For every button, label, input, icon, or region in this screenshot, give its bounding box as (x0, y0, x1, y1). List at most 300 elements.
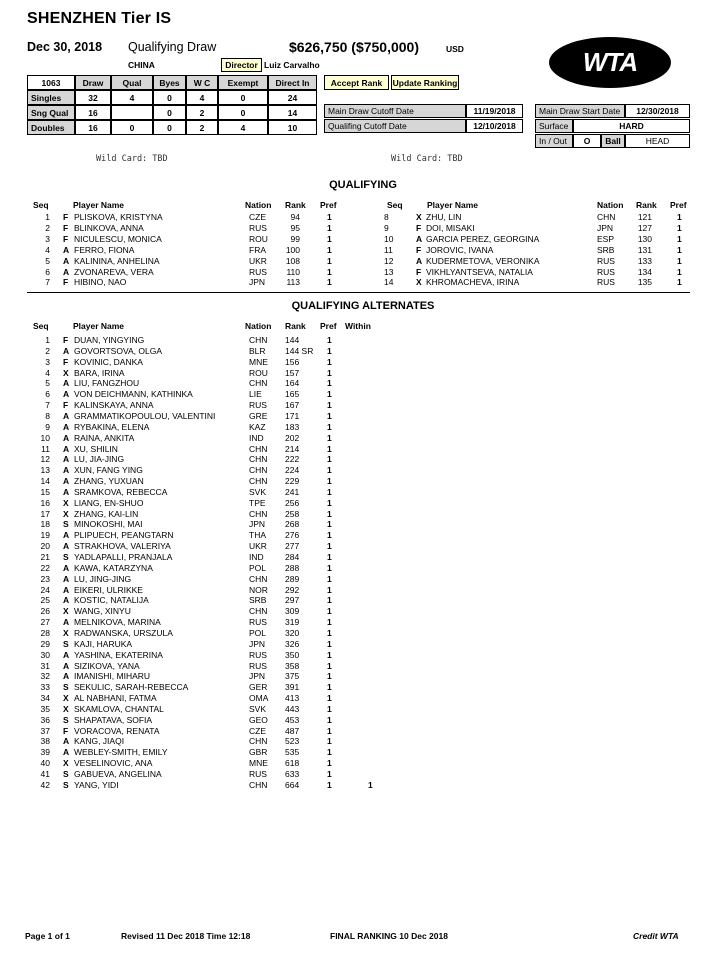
qual-pref: 1 (327, 277, 332, 288)
alt-rank: 156 (285, 356, 300, 367)
qual-nation: JPN (249, 277, 266, 288)
alt-player-name: DUAN, YINGYING (74, 335, 145, 345)
alt-player-name: KOSTIC, NATALIJA (74, 595, 149, 606)
alt-player-name: SEKULIC, SARAH-REBECCA (74, 682, 189, 693)
alt-flag: A (63, 421, 70, 432)
alt-rank: 297 (285, 595, 300, 606)
alt-pref: 1 (327, 584, 332, 595)
qual-flag: F (416, 266, 422, 277)
alt-flag: A (63, 432, 70, 443)
alt-pref: 1 (327, 627, 332, 638)
alt-flag: A (63, 410, 70, 421)
qual-header-player: Player Name (73, 200, 125, 210)
alt-seq: 17 (40, 508, 50, 519)
surface-label: Surface (535, 119, 573, 133)
qual-nation: ESP (597, 233, 615, 244)
alt-player-name: GABUEVA, ANGELINA (74, 769, 162, 779)
director-name: Luiz Carvalho (264, 60, 320, 70)
alt-pref: 1 (327, 486, 332, 497)
qual-pref: 1 (677, 255, 682, 266)
draw-table-col-header: W C (186, 75, 218, 90)
alt-pref: 1 (327, 660, 332, 671)
alt-player-name: VORACOVA, RENATA (74, 725, 160, 736)
alt-flag: S (63, 638, 69, 649)
alt-pref: 1 (327, 714, 332, 725)
alt-nation: CHN (249, 573, 268, 584)
alt-seq: 1 (45, 335, 50, 345)
alt-nation: CHN (249, 443, 268, 454)
accept-rank-button[interactable]: Accept Rank (324, 75, 389, 90)
draw-table-cell: 24 (268, 90, 317, 105)
alt-flag: A (63, 389, 70, 400)
alt-player-name: KANG, JIAQI (74, 736, 125, 747)
alt-player-name: KALINSKAYA, ANNA (74, 400, 154, 411)
alt-pref: 1 (327, 769, 332, 779)
alt-flag: F (63, 356, 69, 367)
alt-pref: 1 (327, 465, 332, 476)
alt-header-rank: Rank (285, 321, 306, 331)
qual-rank: 110 (286, 266, 300, 277)
qual-nation: RUS (597, 266, 615, 277)
alt-pref: 1 (327, 758, 332, 769)
alt-pref: 1 (327, 421, 332, 432)
alt-seq: 13 (40, 465, 50, 476)
alt-rank: 167 (285, 400, 300, 411)
draw-type: Qualifying Draw (128, 40, 217, 54)
alt-rank: 276 (285, 530, 300, 541)
alt-nation: CHN (249, 476, 268, 487)
alt-flag: A (63, 649, 70, 660)
qual-pref: 1 (327, 255, 332, 266)
alt-flag: A (63, 617, 70, 628)
draw-table-cell (111, 105, 153, 120)
alt-rank: 284 (285, 552, 300, 562)
alt-rank: 157 (285, 367, 300, 378)
qual-flag: A (63, 255, 70, 266)
draw-table-col-header: Direct In (268, 75, 317, 90)
qual-nation: UKR (249, 255, 267, 266)
alt-nation: NOR (249, 584, 268, 595)
inout-label: In / Out (535, 134, 573, 148)
alt-nation: SVK (249, 703, 267, 714)
alt-seq: 36 (40, 714, 50, 725)
draw-table-cell: 0 (218, 105, 268, 120)
alt-flag: A (63, 465, 70, 476)
alt-player-name: VON DEICHMANN, KATHINKA (74, 389, 193, 400)
alt-rank: 309 (285, 606, 300, 617)
alt-nation: JPN (249, 519, 266, 530)
alt-seq: 26 (40, 606, 50, 617)
alt-nation: JPN (249, 671, 266, 682)
alt-pref: 1 (327, 562, 332, 573)
ball-label: Ball (601, 134, 625, 148)
alt-nation: CHN (249, 779, 268, 790)
qual-seq: 5 (45, 255, 50, 266)
alt-seq: 5 (45, 378, 50, 389)
alt-pref: 1 (327, 530, 332, 541)
qual-player-name: PLISKOVA, KRISTYNA (74, 212, 163, 222)
alt-nation: RUS (249, 660, 267, 671)
qual-seq: 6 (45, 266, 50, 277)
wta-logo-text: WTA (582, 47, 638, 77)
alt-flag: A (63, 736, 70, 747)
qual-player-name: ZHU, LIN (426, 212, 462, 222)
alt-pref: 1 (327, 779, 332, 790)
alt-rank: 224 (285, 465, 300, 476)
alt-pref: 1 (327, 617, 332, 628)
qual-flag: A (416, 255, 423, 266)
qual-nation: RUS (597, 255, 615, 266)
alt-seq: 24 (40, 584, 50, 595)
alt-seq: 30 (40, 649, 50, 660)
qual-header-pref: Pref (320, 200, 337, 210)
alt-flag: X (63, 627, 69, 638)
draw-table-cell: 16 (75, 105, 111, 120)
qual-rank: 135 (637, 277, 652, 288)
qual-pref: 1 (677, 222, 682, 233)
qual-flag: F (63, 277, 69, 288)
alt-pref: 1 (327, 671, 332, 682)
alt-seq: 15 (40, 486, 50, 497)
alt-pref: 1 (327, 573, 332, 584)
qual-header-rank: Rank (636, 200, 657, 210)
alt-rank: 523 (285, 736, 300, 747)
alt-nation: TPE (249, 497, 266, 508)
alt-rank: 229 (285, 476, 300, 487)
alt-seq: 9 (45, 421, 50, 432)
alt-seq: 6 (45, 389, 50, 400)
alt-seq: 18 (40, 519, 50, 530)
qual-flag: A (416, 233, 423, 244)
alt-rank: 144 (285, 335, 300, 345)
draw-table-cell: 16 (75, 120, 111, 135)
alt-player-name: SIZIKOVA, YANA (74, 660, 140, 671)
alt-seq: 23 (40, 573, 50, 584)
alt-nation: SVK (249, 486, 267, 497)
draw-table-col-header: Qual (111, 75, 153, 90)
page-number: Page 1 of 1 (25, 931, 70, 941)
alt-flag: A (63, 541, 70, 552)
alt-pref: 1 (327, 454, 332, 465)
alt-seq: 37 (40, 725, 50, 736)
alt-nation: GER (249, 682, 268, 693)
qual-seq: 13 (384, 266, 394, 277)
qual-header-rank: Rank (285, 200, 306, 210)
alt-flag: X (63, 367, 69, 378)
alt-header-pref: Pref (320, 321, 337, 331)
alt-flag: A (63, 378, 70, 389)
alt-player-name: LU, JIA-JING (74, 454, 125, 465)
draw-table-cell: 4 (186, 90, 218, 105)
alt-pref: 1 (327, 552, 332, 562)
alt-nation: GEO (249, 714, 268, 725)
main-start-date: 12/30/2018 (625, 104, 690, 118)
alt-nation: CHN (249, 508, 268, 519)
qual-pref: 1 (677, 277, 682, 288)
qual-player-name: KHROMACHEVA, IRINA (426, 277, 520, 288)
main-cutoff-date: 11/19/2018 (466, 104, 523, 118)
alt-seq: 10 (40, 432, 50, 443)
alt-pref: 1 (327, 595, 332, 606)
alt-seq: 8 (45, 410, 50, 421)
alt-pref: 1 (327, 367, 332, 378)
qual-cutoff-label: Qualifing Cutoff Date (324, 119, 466, 133)
alt-player-name: XU, SHILIN (74, 443, 118, 454)
qual-flag: X (416, 212, 422, 222)
qual-rank: 95 (290, 222, 300, 233)
qual-flag: F (63, 233, 69, 244)
qual-seq: 14 (384, 277, 394, 288)
qual-rank: 99 (290, 233, 300, 244)
alt-seq: 21 (40, 552, 50, 562)
alt-flag: A (63, 345, 70, 356)
qual-header-player: Player Name (427, 200, 479, 210)
alt-nation: POL (249, 627, 267, 638)
qual-player-name: KUDERMETOVA, VERONIKA (426, 255, 540, 266)
qual-pref: 1 (677, 266, 682, 277)
alt-flag: F (63, 725, 69, 736)
alt-seq: 40 (40, 758, 50, 769)
alt-flag: A (63, 562, 70, 573)
alt-rank: 292 (285, 584, 300, 595)
alt-seq: 42 (40, 779, 50, 790)
alt-nation: OMA (249, 693, 269, 704)
alt-rank: 358 (285, 660, 300, 671)
qual-flag: A (63, 244, 70, 255)
alt-player-name: STRAKHOVA, VALERIYA (74, 541, 171, 552)
alt-seq: 11 (41, 443, 50, 454)
alt-pref: 1 (327, 432, 332, 443)
alt-nation: UKR (249, 541, 267, 552)
alt-player-name: LU, JING-JING (74, 573, 132, 584)
alt-nation: CHN (249, 454, 268, 465)
alt-flag: F (63, 335, 69, 345)
draw-table-col-header: Exempt (218, 75, 268, 90)
alt-nation: RUS (249, 649, 267, 660)
main-start-label: Main Draw Start Date (535, 104, 625, 118)
surface-value: HARD (573, 119, 690, 133)
alt-nation: CHN (249, 335, 268, 345)
alt-header-within: Within (345, 321, 371, 331)
alt-player-name: SHAPATAVA, SOFIA (74, 714, 153, 725)
alt-flag: A (63, 584, 70, 595)
qual-pref: 1 (327, 222, 332, 233)
alt-seq: 22 (40, 562, 50, 573)
alt-seq: 35 (40, 703, 50, 714)
alt-flag: A (63, 671, 70, 682)
qual-nation: JPN (597, 222, 614, 233)
qual-player-name: FERRO, FIONA (74, 244, 135, 255)
alt-player-name: RYBAKINA, ELENA (74, 421, 150, 432)
alt-flag: A (63, 660, 70, 671)
alt-pref: 1 (327, 497, 332, 508)
draw-table-row-label: Doubles (27, 120, 75, 135)
draw-table-col-header: Byes (153, 75, 186, 90)
alt-nation: BLR (249, 345, 266, 356)
alt-flag: A (63, 595, 70, 606)
final-ranking-date: FINAL RANKING 10 Dec 2018 (330, 931, 448, 941)
alt-within: 1 (368, 779, 373, 790)
qual-rank: 127 (637, 222, 652, 233)
qual-seq: 11 (384, 244, 393, 255)
qual-player-name: JOROVIC, IVANA (426, 244, 494, 255)
alt-nation: KAZ (249, 421, 266, 432)
draw-table-cell: 0 (153, 120, 186, 135)
alt-rank: 326 (285, 638, 300, 649)
alt-player-name: RADWANSKA, URSZULA (74, 627, 173, 638)
qualifying-title: QUALIFYING (329, 179, 397, 191)
qual-pref: 1 (327, 233, 332, 244)
alt-rank: 165 (285, 389, 300, 400)
alt-player-name: SKAMLOVA, CHANTAL (74, 703, 164, 714)
alt-seq: 19 (40, 530, 50, 541)
alt-player-name: RAINA, ANKITA (74, 432, 135, 443)
qual-seq: 3 (45, 233, 50, 244)
inout-value: O (573, 134, 601, 148)
alt-pref: 1 (327, 400, 332, 411)
alt-player-name: BARA, IRINA (74, 367, 125, 378)
qual-rank: 108 (285, 255, 300, 266)
alt-seq: 2 (45, 345, 50, 356)
alt-flag: F (63, 400, 69, 411)
draw-table-cell: 0 (218, 90, 268, 105)
alt-seq: 12 (40, 454, 50, 465)
alt-pref: 1 (327, 682, 332, 693)
qual-flag: F (416, 222, 422, 233)
ball-value: HEAD (625, 134, 690, 148)
qual-nation: FRA (249, 244, 266, 255)
wildcard-left: Wild Card: TBD (96, 154, 168, 164)
alt-player-name: YADLAPALLI, PRANJALA (74, 552, 173, 562)
alt-rank: 164 (285, 378, 300, 389)
alt-rank: 289 (285, 573, 300, 584)
alt-pref: 1 (327, 443, 332, 454)
qual-seq: 8 (384, 212, 389, 222)
qual-flag: F (63, 222, 69, 233)
draw-table-id: 1063 (27, 75, 75, 90)
alt-flag: X (63, 497, 69, 508)
qual-header-seq: Seq (387, 200, 403, 210)
alt-rank: 618 (285, 758, 300, 769)
alt-nation: SRB (249, 595, 267, 606)
alt-seq: 33 (40, 682, 50, 693)
qual-nation: RUS (249, 266, 267, 277)
qual-seq: 7 (45, 277, 50, 288)
alt-player-name: ZHANG, YUXUAN (74, 476, 144, 487)
draw-table-cell: 32 (75, 90, 111, 105)
wildcard-right: Wild Card: TBD (391, 154, 463, 164)
credit: Credit WTA (633, 931, 679, 941)
qual-player-name: BLINKOVA, ANNA (74, 222, 144, 233)
qual-header-seq: Seq (33, 200, 49, 210)
alt-rank: 443 (285, 703, 300, 714)
alt-seq: 32 (40, 671, 50, 682)
alt-flag: S (63, 552, 69, 562)
alt-rank: 487 (285, 725, 300, 736)
qual-player-name: DOI, MISAKI (426, 222, 475, 233)
alt-seq: 27 (40, 617, 50, 628)
alt-nation: CHN (249, 378, 268, 389)
alt-seq: 41 (40, 769, 50, 779)
alt-pref: 1 (327, 649, 332, 660)
alt-player-name: MINOKOSHI, MAI (74, 519, 143, 530)
qual-rank: 134 (637, 266, 652, 277)
draw-table-cell: 4 (111, 90, 153, 105)
qual-seq: 2 (45, 222, 50, 233)
alt-pref: 1 (327, 736, 332, 747)
country-label: CHINA (128, 60, 155, 70)
qual-cutoff-date: 12/10/2018 (466, 119, 523, 133)
qual-nation: CZE (249, 212, 266, 222)
alt-seq: 16 (40, 497, 50, 508)
alt-player-name: LIU, FANGZHOU (74, 378, 140, 389)
alt-flag: A (63, 454, 70, 465)
qual-nation: ROU (249, 233, 268, 244)
alt-nation: THA (249, 530, 266, 541)
tournament-date: Dec 30, 2018 (27, 40, 103, 54)
alt-player-name: KAJI, HARUKA (74, 638, 133, 649)
alt-player-name: GRAMMATIKOPOULOU, VALENTINI (74, 410, 216, 421)
alt-player-name: SRAMKOVA, REBECCA (74, 486, 168, 497)
alt-seq: 25 (40, 595, 50, 606)
alt-flag: A (63, 476, 70, 487)
alt-seq: 34 (40, 693, 50, 704)
alt-pref: 1 (327, 638, 332, 649)
alt-flag: S (63, 682, 69, 693)
director-label: Director (221, 58, 262, 72)
alt-nation: RUS (249, 400, 267, 411)
qual-pref: 1 (327, 212, 332, 222)
alt-seq: 20 (40, 541, 50, 552)
draw-table-cell: 0 (111, 120, 153, 135)
qual-seq: 1 (45, 212, 50, 222)
alt-flag: A (63, 747, 70, 758)
alt-pref: 1 (327, 693, 332, 704)
alt-pref: 1 (327, 476, 332, 487)
alt-pref: 1 (327, 508, 332, 519)
draw-table-cell: 14 (268, 105, 317, 120)
alt-rank: 391 (285, 682, 300, 693)
alt-nation: CHN (249, 736, 268, 747)
qual-header-nation: Nation (245, 200, 272, 210)
alt-flag: S (63, 769, 69, 779)
draw-table-cell: 2 (186, 105, 218, 120)
alt-rank: 319 (285, 617, 300, 628)
qual-pref: 1 (677, 212, 682, 222)
qual-pref: 1 (327, 266, 332, 277)
draw-table-cell: 4 (218, 120, 268, 135)
qual-rank: 94 (290, 212, 300, 222)
alt-rank: 375 (285, 671, 300, 682)
alt-player-name: PLIPUECH, PEANGTARN (74, 530, 174, 541)
alt-flag: S (63, 519, 69, 530)
wta-logo (549, 37, 671, 88)
alt-nation: LIE (249, 389, 262, 400)
qual-player-name: VIKHLYANTSEVA, NATALIA (426, 266, 533, 277)
alt-rank: 241 (285, 486, 300, 497)
alt-nation: MNE (249, 758, 268, 769)
alt-flag: A (63, 443, 70, 454)
alt-rank: 268 (285, 519, 300, 530)
qual-rank: 130 (637, 233, 652, 244)
update-ranking-button[interactable]: Update Ranking (391, 75, 459, 90)
alt-nation: IND (249, 552, 264, 562)
alt-rank: 288 (285, 562, 300, 573)
alt-pref: 1 (327, 725, 332, 736)
alt-player-name: KOVINIC, DANKA (74, 356, 143, 367)
alt-seq: 31 (40, 660, 50, 671)
qual-flag: X (416, 277, 422, 288)
